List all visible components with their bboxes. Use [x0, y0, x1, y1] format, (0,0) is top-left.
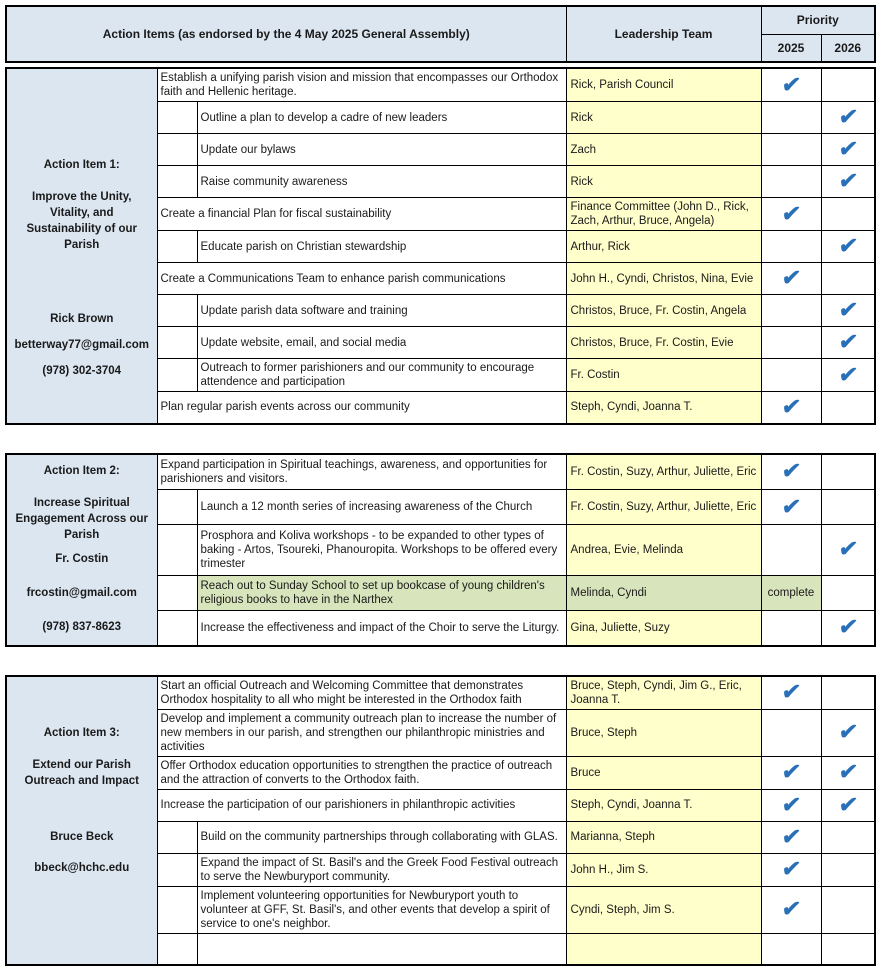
priority-2026-cell: [821, 231, 875, 263]
sections-container: [5, 67, 877, 966]
priority-2025-cell: [761, 676, 821, 710]
checkmark-icon: ✔: [837, 331, 859, 353]
priority-2026-cell: [821, 676, 875, 710]
owner-name: Bruce Beck: [34, 831, 129, 843]
checkmark-icon: ✔: [837, 538, 859, 560]
leadership-team-cell: Cyndi, Steph, Jim S.: [566, 886, 761, 933]
indent-cell: [157, 295, 197, 327]
owner-name: Fr. Costin: [27, 553, 137, 565]
priority-2026-cell: [821, 295, 875, 327]
task-cell: Establish a unifying parish vision and mission that encompasses our Orthodox faith and Hellenic heritage.: [157, 68, 566, 102]
contact-block: [27, 553, 137, 633]
priority-2026-cell: [821, 821, 875, 853]
indent-cell: [157, 575, 197, 611]
task-cell: Expand the impact of St. Basil's and the Greek Food Festival outreach to serve the Newburyport community.: [197, 853, 566, 886]
priority-2026-cell: [821, 134, 875, 166]
task-cell: Update parish data software and training: [197, 295, 566, 327]
priority-2026-cell: [821, 524, 875, 575]
leadership-team-cell: Rick: [566, 102, 761, 134]
priority-header: Priority: [761, 6, 875, 34]
priority-2025-cell: [761, 886, 821, 933]
priority-2025-cell: [761, 853, 821, 886]
priority-2025-cell: [761, 392, 821, 424]
owner-email: frcostin@gmail.com: [27, 587, 137, 599]
indent-cell: [157, 231, 197, 263]
checkmark-icon: ✔: [780, 267, 802, 289]
indent-cell: [157, 134, 197, 166]
leadership-team-cell: Steph, Cyndi, Joanna T.: [566, 392, 761, 424]
task-cell: Create a Communications Team to enhance parish communications: [157, 263, 566, 295]
priority-2025-cell: [761, 611, 821, 646]
indent-cell: [157, 490, 197, 525]
leadership-team-cell: Christos, Bruce, Fr. Costin, Angela: [566, 295, 761, 327]
leadership-team-cell: Andrea, Evie, Melinda: [566, 524, 761, 575]
task-cell: Develop and implement a community outreach plan to increase the number of new members in our parish, and strengthen our philanthropic ministries and activities: [157, 709, 566, 756]
task-row: [6, 676, 875, 710]
task-cell: Reach out to Sunday School to set up bookcase of young children's religious books to have in the Narthex: [197, 575, 566, 611]
checkmark-icon: ✔: [780, 858, 802, 880]
checkmark-icon: ✔: [780, 203, 802, 225]
checkmark-icon: ✔: [780, 496, 802, 518]
checkmark-icon: ✔: [837, 721, 859, 743]
checkmark-icon: ✔: [837, 761, 859, 783]
priority-2026-cell: [821, 359, 875, 392]
priority-2026-cell: [821, 102, 875, 134]
owner-email: bbeck@hchc.edu: [34, 862, 129, 874]
task-cell: Expand participation in Spiritual teachings, awareness, and opportunities for parishioners and visitors.: [157, 454, 566, 490]
priority-2026-cell: [821, 853, 875, 886]
leadership-team-cell: Bruce, Steph, Cyndi, Jim G., Eric, Joanna T.: [566, 676, 761, 710]
leadership-team-cell: Gina, Juliette, Suzy: [566, 611, 761, 646]
priority-2025-cell: [761, 789, 821, 821]
priority-2026-cell: [821, 392, 875, 424]
priority-2025-cell: [761, 709, 821, 756]
indent-cell: [157, 166, 197, 198]
action-item-section: [5, 453, 876, 647]
leadership-team-cell: Fr. Costin: [566, 359, 761, 392]
task-cell: Increase the participation of our parishioners in philanthropic activities: [157, 789, 566, 821]
leadership-team-cell: Steph, Cyndi, Joanna T.: [566, 789, 761, 821]
checkmark-icon: ✔: [780, 898, 802, 920]
leadership-team-cell: Bruce: [566, 756, 761, 789]
priority-2026-cell: [821, 611, 875, 646]
task-cell: Prosphora and Koliva workshops - to be expanded to other types of baking - Artos, Tsoureki, Phanouropita. Workshops to be offered every trimester: [197, 524, 566, 575]
task-cell: Start an official Outreach and Welcoming Committee that demonstrates Orthodox hospitality to all who might be interested in the Orthodox faith: [157, 676, 566, 710]
priority-2025-cell: [761, 68, 821, 102]
action-item-title: Extend our Parish Outreach and Impact: [13, 757, 151, 789]
priority-2026-cell: [821, 756, 875, 789]
action-item-title: Increase Spiritual Engagement Across our Parish: [13, 495, 151, 543]
task-cell: Launch a 12 month series of increasing awareness of the Church: [197, 490, 566, 525]
priority-2026-cell: [821, 575, 875, 611]
checkmark-icon: ✔: [837, 794, 859, 816]
checkmark-icon: ✔: [780, 681, 802, 703]
priority-2026-cell: [821, 198, 875, 231]
indent-cell: [157, 611, 197, 646]
checkmark-icon: ✔: [837, 138, 859, 160]
priority-2025-cell: [761, 198, 821, 231]
checkmark-icon: ✔: [837, 170, 859, 192]
priority-2026-cell: [821, 454, 875, 490]
section-sidebar: [6, 676, 157, 966]
task-row: [6, 68, 875, 102]
priority-2025-cell: [761, 166, 821, 198]
leadership-team-cell: Rick, Parish Council: [566, 68, 761, 102]
year-2025-header: 2025: [761, 34, 821, 62]
checkmark-icon: ✔: [837, 299, 859, 321]
priority-2025-cell: [761, 359, 821, 392]
checkmark-icon: ✔: [837, 235, 859, 257]
leadership-team-cell: John H., Jim S.: [566, 853, 761, 886]
task-cell: Raise community awareness: [197, 166, 566, 198]
leadership-team-cell: Christos, Bruce, Fr. Costin, Evie: [566, 327, 761, 359]
leadership-team-cell: Arthur, Rick: [566, 231, 761, 263]
owner-email: betterway77@gmail.com: [14, 339, 149, 351]
leadership-team-cell: Fr. Costin, Suzy, Arthur, Juliette, Eric: [566, 490, 761, 525]
checkmark-icon: ✔: [780, 396, 802, 418]
section-sidebar: [6, 454, 157, 646]
leadership-team-cell: Melinda, Cyndi: [566, 575, 761, 611]
priority-2025-cell: [761, 295, 821, 327]
indent-cell: [157, 853, 197, 886]
task-cell: Offer Orthodox education opportunities to strengthen the practice of outreach and the attraction of converts to the Orthodox faith.: [157, 756, 566, 789]
priority-2026-cell: [821, 68, 875, 102]
task-cell: Build on the community partnerships through collaborating with GLAS.: [197, 821, 566, 853]
priority-2025-cell: [761, 821, 821, 853]
page-title: Action Items (as endorsed by the 4 May 2025 General Assembly): [6, 6, 566, 62]
task-cell: Increase the effectiveness and impact of the Choir to serve the Liturgy.: [197, 611, 566, 646]
priority-2025-cell: [761, 933, 821, 965]
priority-2025-cell: [761, 231, 821, 263]
action-item-label: Action Item 3:: [44, 725, 120, 741]
task-cell: Educate parish on Christian stewardship: [197, 231, 566, 263]
priority-2025-cell: [761, 524, 821, 575]
leadership-team-cell: [566, 933, 761, 965]
indent-cell: [157, 933, 197, 965]
leadership-team-header: Leadership Team: [566, 6, 761, 62]
priority-2025-cell: [761, 490, 821, 525]
year-2026-header: 2026: [821, 34, 875, 62]
action-item-section: [5, 675, 876, 966]
task-cell: Implement volunteering opportunities for Newburyport youth to volunteer at GFF, St. Basil's, and other events that develop a spirit of service to one's neighbor.: [197, 886, 566, 933]
owner-name: Rick Brown: [14, 313, 149, 325]
task-cell: [197, 933, 566, 965]
checkmark-icon: ✔: [780, 460, 802, 482]
section-sidebar: [6, 68, 157, 424]
task-row: [6, 454, 875, 490]
action-item-label: Action Item 2:: [44, 463, 120, 479]
leadership-team-cell: John H., Cyndi, Christos, Nina, Evie: [566, 263, 761, 295]
indent-cell: [157, 359, 197, 392]
checkmark-icon: ✔: [780, 74, 802, 96]
leadership-team-cell: Marianna, Steph: [566, 821, 761, 853]
priority-2025-cell: complete: [761, 575, 821, 611]
contact-block: [34, 831, 129, 874]
task-cell: Update our bylaws: [197, 134, 566, 166]
checkmark-icon: ✔: [837, 106, 859, 128]
priority-2025-cell: [761, 454, 821, 490]
task-cell: Create a financial Plan for fiscal sustainability: [157, 198, 566, 231]
priority-2026-cell: [821, 709, 875, 756]
owner-phone: (978) 302-3704: [14, 365, 149, 377]
indent-cell: [157, 102, 197, 134]
priority-2025-cell: [761, 263, 821, 295]
priority-2025-cell: [761, 756, 821, 789]
leadership-team-cell: Rick: [566, 166, 761, 198]
priority-2025-cell: [761, 102, 821, 134]
task-cell: Plan regular parish events across our community: [157, 392, 566, 424]
header-table: [5, 5, 876, 63]
priority-2026-cell: [821, 490, 875, 525]
indent-cell: [157, 886, 197, 933]
leadership-team-cell: Fr. Costin, Suzy, Arthur, Juliette, Eric: [566, 454, 761, 490]
priority-2026-cell: [821, 886, 875, 933]
task-cell: Outline a plan to develop a cadre of new leaders: [197, 102, 566, 134]
leadership-team-cell: Zach: [566, 134, 761, 166]
priority-2026-cell: [821, 166, 875, 198]
checkmark-icon: ✔: [780, 761, 802, 783]
contact-block: [14, 313, 149, 377]
checkmark-icon: ✔: [780, 794, 802, 816]
checkmark-icon: ✔: [837, 616, 859, 638]
task-cell: Outreach to former parishioners and our community to encourage attendence and participation: [197, 359, 566, 392]
action-item-label: Action Item 1:: [44, 157, 120, 173]
leadership-team-cell: Bruce, Steph: [566, 709, 761, 756]
indent-cell: [157, 524, 197, 575]
priority-2025-cell: [761, 327, 821, 359]
owner-phone: (978) 837-8623: [27, 621, 137, 633]
action-item-title: Improve the Unity, Vitality, and Sustainability of our Parish: [13, 189, 151, 253]
priority-2026-cell: [821, 327, 875, 359]
checkmark-icon: ✔: [837, 364, 859, 386]
priority-2026-cell: [821, 263, 875, 295]
priority-2025-cell: [761, 134, 821, 166]
priority-2026-cell: [821, 933, 875, 965]
indent-cell: [157, 821, 197, 853]
indent-cell: [157, 327, 197, 359]
action-item-section: [5, 67, 876, 425]
task-cell: Update website, email, and social media: [197, 327, 566, 359]
checkmark-icon: ✔: [780, 826, 802, 848]
priority-2026-cell: [821, 789, 875, 821]
leadership-team-cell: Finance Committee (John D., Rick, Zach, Arthur, Bruce, Angela): [566, 198, 761, 231]
